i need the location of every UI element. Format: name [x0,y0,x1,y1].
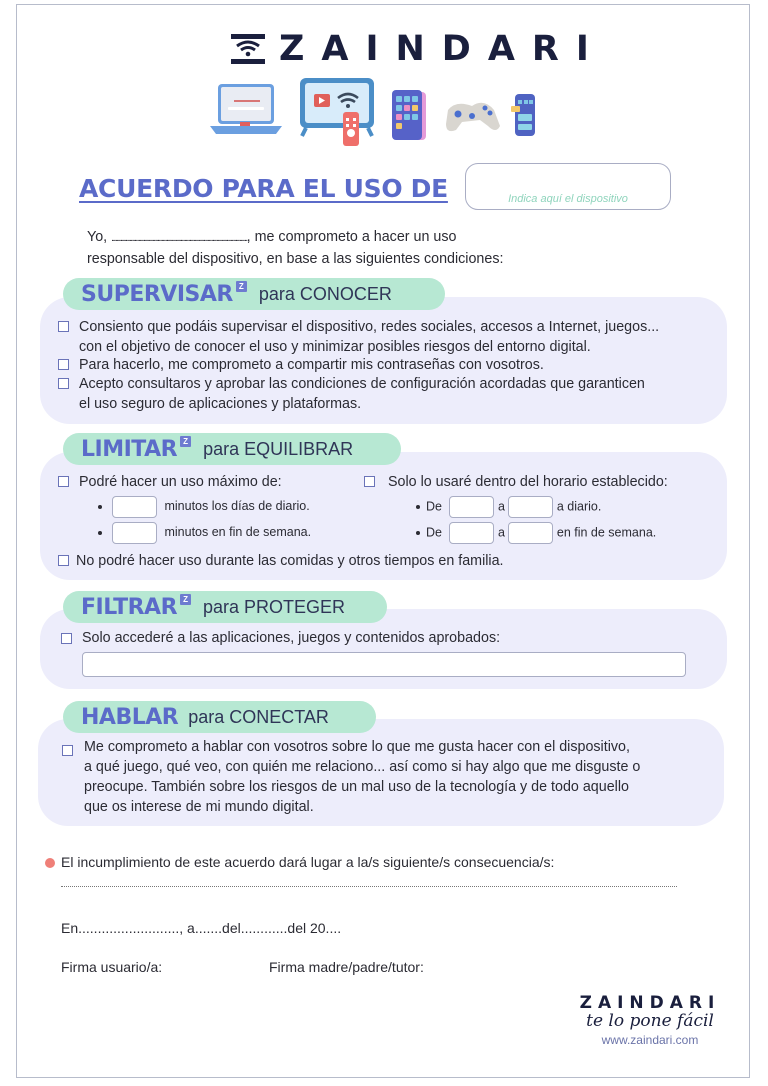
max-weekend-row: minutos en fin de semana. [98,522,311,544]
device-illustrations [210,76,550,148]
max-use-label: Podré hacer un uso máximo de: [79,474,282,490]
checkbox-supervise-consent[interactable] [58,321,69,332]
checkbox-approved-content[interactable] [61,633,72,644]
consequence-bullet-icon [45,858,55,868]
section-subtitle: para EQUILIBRAR [203,438,354,459]
page-title: ACUERDO PARA EL USO DE [79,174,448,203]
section-heading-hablar [63,701,376,733]
item-no-use-meals: No podré hacer uso durante las comidas y otros tiempos en familia. [76,553,504,569]
max-weekday-row: minutos los días de diario. [98,496,310,518]
tablet-icon [392,90,426,140]
zaindari-wifi-z-icon [231,34,265,64]
item-share-passwords: Para hacerlo, me comprometo a compartir mis contraseñas con vosotros. [79,357,544,373]
weekday-to-input[interactable] [508,496,553,518]
weekend-minutes-input[interactable] [112,522,157,544]
section-keyword: SUPERVISAR [81,281,233,307]
weekend-from-input[interactable] [449,522,494,544]
device-input-placeholder: Indica aquí el dispositivo [508,193,628,205]
device-input[interactable] [465,163,671,210]
consequence-fill-line[interactable] [61,886,677,887]
weekend-to-input[interactable] [508,522,553,544]
section-subtitle: para CONOCER [258,283,392,304]
consequence-text: El incumplimiento de este acuerdo dará lugar a la/s siguiente/s consecuencia/s: [61,854,555,870]
sign-user-label: Firma usuario/a: [61,959,163,975]
checkbox-schedule[interactable] [364,476,375,487]
intro-text [87,227,687,269]
brand-logo [231,29,606,69]
weekday-from-input[interactable] [449,496,494,518]
footer-brand-name: ZAINDARI [579,993,721,1013]
smartphone-icon [511,94,535,136]
checkbox-talk-commitment[interactable] [62,745,73,756]
checkbox-config-approval[interactable] [58,378,69,389]
item-approved-content: Solo accederé a las aplicaciones, juegos y contenidos aprobados: [82,630,501,646]
footer-brand [570,993,730,1047]
intro-suffix: , me comprometo a hacer un uso [246,229,457,245]
intro-line-2: responsable del dispositivo, en base a las siguientes condiciones: [87,251,504,267]
schedule-weekday-row: De a a diario. [416,496,601,518]
name-fill-line[interactable]: .......................................................................................................... [111,233,247,244]
section-heading-filtrar [63,591,387,623]
weekday-minutes-input[interactable] [112,496,157,518]
checkbox-no-use-meals[interactable] [58,555,69,566]
item-supervise-consent: Consiento que podáis supervisar el dispositivo, redes sociales, accesos a Internet, juegos... con el objetivo de conocer el uso y minimizar posibles riesgos del entorno digital. [79,319,660,355]
section-heading-supervisar [63,278,445,310]
brand-name: ZAINDARI [279,29,606,69]
zaindari-badge-icon: Z [180,436,191,447]
item-talk-commitment: Me comprometo a hablar con vosotros sobre lo que me gusta hacer con el dispositivo, a qué juego, qué veo, con quién me relaciono... así como si hay algo que me disguste o preocupe. También sobre los riesgos de un mal uso de la tecnología y de todo aquello que os interese de mi mundo digital. [84,739,641,815]
gamepad-icon [446,103,500,131]
place-date-line[interactable]: En.........................., a.......del............del 20.... [61,920,342,936]
schedule-weekend-row: De a en fin de semana. [416,522,656,544]
zaindari-badge-icon: Z [236,281,247,292]
item-config-approval: Acepto consultaros y aprobar las condiciones de configuración acordadas que garanticen el uso seguro de aplicaciones y plataformas. [79,376,645,412]
intro-prefix: Yo, [87,229,112,245]
footer-tagline: te lo pone fácil [586,1011,714,1031]
checkbox-max-use[interactable] [58,476,69,487]
section-keyword: LIMITAR [81,436,178,462]
section-heading-limitar [63,433,401,465]
section-keyword: HABLAR [81,704,179,730]
sign-parent-label: Firma madre/padre/tutor: [269,959,424,975]
footer-url[interactable]: www.zaindari.com [601,1033,699,1047]
laptop-icon [210,84,282,134]
section-subtitle: para PROTEGER [203,596,346,617]
section-keyword: FILTRAR [81,594,178,620]
zaindari-badge-icon: Z [180,594,191,605]
approved-content-input[interactable] [82,652,686,677]
smart-tv-icon [300,78,374,146]
section-subtitle: para CONECTAR [188,706,329,727]
checkbox-share-passwords[interactable] [58,359,69,370]
schedule-label: Solo lo usaré dentro del horario establecido: [388,474,668,490]
